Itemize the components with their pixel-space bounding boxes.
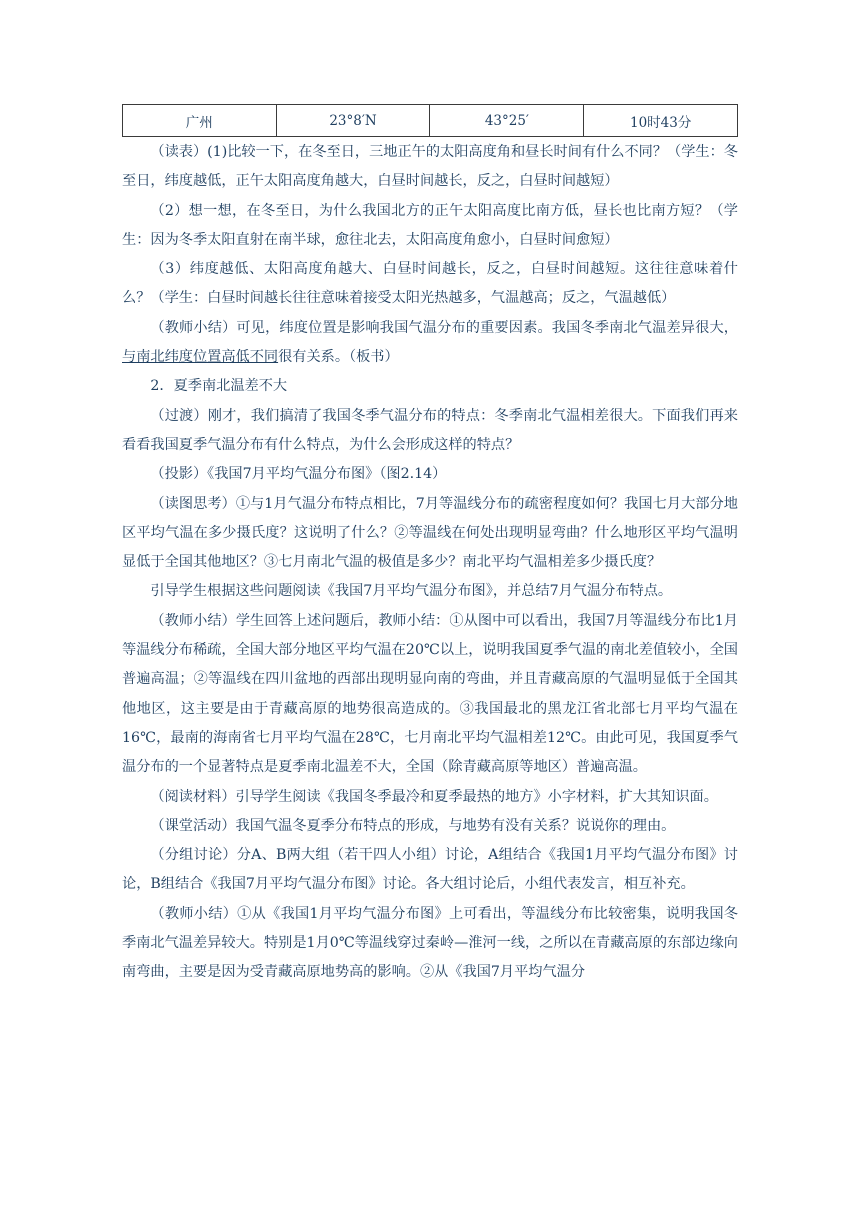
table-cell-city: 广州: [123, 105, 277, 137]
paragraph: （分组讨论）分A、B两大组（若干四人小组）讨论，A组结合《我国1月平均气温分布图》讨论，B组结合《我国7月平均气温分布图》讨论。各大组讨论后，小组代表发言，相互补充。: [122, 847, 738, 893]
table-row: [123, 105, 738, 137]
table-cell-sun-altitude: 43°25′: [430, 105, 584, 137]
paragraph-text: （教师小结）可见，纬度位置是影响我国气温分布的重要因素。我国冬季南北气温差异很大，: [150, 319, 738, 336]
paragraph: [122, 314, 738, 373]
body-text: [122, 138, 738, 988]
paragraph-text: 很有关系。（板书）: [278, 349, 399, 366]
paragraph: 引导学生根据这些问题阅读《我国7月平均气温分布图》，并总结7月气温分布特点。: [150, 583, 673, 600]
paragraph: （投影）《我国7月平均气温分布图》（图2.14）: [150, 466, 447, 483]
paragraph: （3）纬度越低、太阳高度角越大、白昼时间越长，反之，白昼时间越短。这往往意味着什么？（学生：白昼时间越长往往意味着接受太阳光热越多，气温越高；反之，气温越低）: [122, 261, 738, 307]
table-cell-day-length: 10时43分: [584, 105, 738, 137]
underlined-phrase: 与南北纬度位置高低不同: [122, 349, 279, 366]
paragraph: （读表）(1)比较一下，在冬至日，三地正午的太阳高度角和昼长时间有什么不同？（学生：冬至日，纬度越低，正午太阳高度角越大，白昼时间越长，反之，白昼时间越短）: [122, 144, 738, 190]
paragraph: （教师小结）①从《我国1月平均气温分布图》上可看出，等温线分布比较密集，说明我国冬季南北气温差异较大。特别是1月0℃等温线穿过秦岭—淮河一线，之所以在青藏高原的东部边缘向南弯曲，主要是因为受青藏高原地势高的影响。②从《我国7月平均气温分: [122, 905, 738, 981]
latitude-table: [122, 104, 738, 137]
table-cell-latitude: 23°8′N: [276, 105, 430, 137]
paragraph: （读图思考）①与1月气温分布特点相比，7月等温线分布的疏密程度如何？我国七月大部分地区平均气温在多少摄氏度？这说明了什么？②等温线在何处出现明显弯曲？什么地形区平均气温明显低于全国其他地区？③七月南北气温的极值是多少？南北平均气温相差多少摄氏度？: [122, 495, 738, 571]
paragraph: （过渡）刚才，我们搞清了我国冬季气温分布的特点：冬季南北气温相差很大。下面我们再来看看我国夏季气温分布有什么特点，为什么会形成这样的特点？: [122, 407, 738, 453]
paragraph: （课堂活动）我国气温冬夏季分布特点的形成，与地势有没有关系？说说你的理由。: [150, 817, 676, 834]
section-heading: 2．夏季南北温差不大: [150, 378, 288, 395]
paragraph: （教师小结）学生回答上述问题后，教师小结：①从图中可以看出，我国7月等温线分布比1月等温线分布稀疏，全国大部分地区平均气温在20℃以上，说明我国夏季气温的南北差值较小，全国普遍高温；②等温线在四川盆地的西部出现明显向南的弯曲，并且青藏高原的气温明显低于全国其他地区，这主要是由于青藏高原的地势很高造成的。③我国最北的黑龙江省北部七月平均气温在16℃，最南的海南省七月平均气温在28℃，七月南北平均气温相差12℃。由此可见，我国夏季气温分布的一个显著特点是夏季南北温差不大，全国（除青藏高原等地区）普遍高温。: [122, 612, 738, 776]
paragraph: （2）想一想，在冬至日，为什么我国北方的正午太阳高度比南方低，昼长也比南方短？（学生：因为冬季太阳直射在南半球，愈往北去，太阳高度角愈小，白昼时间愈短）: [122, 202, 738, 248]
paragraph: （阅读材料）引导学生阅读《我国冬季最冷和夏季最热的地方》小字材料，扩大其知识面。: [150, 788, 718, 805]
